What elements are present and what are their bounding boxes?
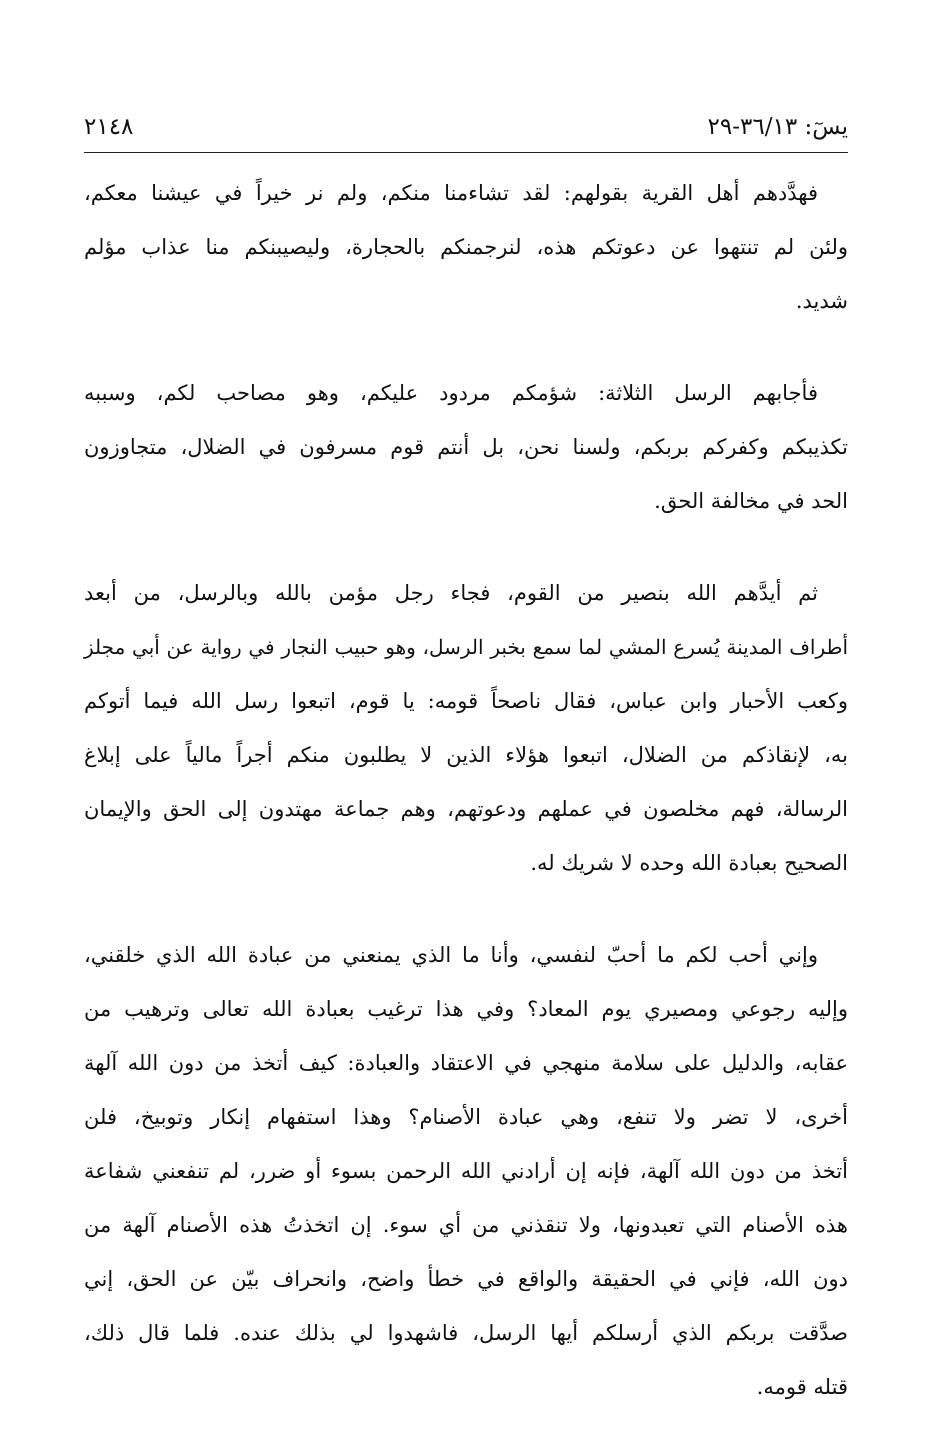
text-line: هذه الأصنام التي تعبدونها، ولا تنقذني من أي سوء. إن اتخذتُ هذه الأصنام آلهة من bbox=[84, 1213, 848, 1237]
paragraph bbox=[84, 166, 848, 328]
text-line: وكعب الأحبار وابن عباس، فقال ناصحاً قومه: يا قوم، اتبعوا رسل الله فيما أتوكم bbox=[84, 689, 848, 713]
text-line: الحد في مخالفة الحق. bbox=[654, 489, 848, 513]
text-line: وإني أحب لكم ما أحبّ لنفسي، وأنا ما الذي يمنعني من عبادة الله الذي خلقني، bbox=[84, 943, 818, 967]
text-line: عقابه، والدليل على سلامة منهجي في الاعتقاد والعبادة: كيف أتخذ من دون الله آلهة bbox=[84, 1051, 848, 1075]
text-line: وإليه رجوعي ومصيري يوم المعاد؟ وفي هذا ترغيب بعبادة الله تعالى وترهيب من bbox=[84, 997, 848, 1021]
text-line: فهدَّدهم أهل القرية بقولهم: لقد تشاءمنا منكم، ولم نر خيراً في عيشنا معكم، bbox=[84, 181, 818, 205]
running-head: يسٓ: ٣٦/١٣-٢٩ bbox=[707, 114, 848, 140]
text-line: أتخذ من دون الله آلهة، فإنه إن أرادني الله الرحمن بسوء أو ضرر، لم تنفعني شفاعة bbox=[84, 1159, 848, 1183]
page-number: ٢١٤٨ bbox=[84, 114, 134, 140]
text-line: أطراف المدينة يُسرع المشي لما سمع بخبر الرسل، وهو حبيب النجار في رواية عن أبي مجلز bbox=[84, 635, 848, 659]
text-line: دون الله، فإني في الحقيقة والواقع في خطأ واضح، وانحراف بيّن عن الحق، إني bbox=[84, 1267, 848, 1291]
paragraph bbox=[84, 566, 848, 890]
text-line: ثم أيدَّهم الله بنصير من القوم، فجاء رجل مؤمن بالله وبالرسل، من أبعد bbox=[84, 581, 818, 605]
page-header bbox=[84, 112, 848, 153]
paragraph bbox=[84, 366, 848, 528]
text-line: صدَّقت بربكم الذي أرسلكم أيها الرسل، فاشهدوا لي بذلك عنده. فلما قال ذلك، bbox=[84, 1321, 848, 1345]
paragraph bbox=[84, 928, 848, 1414]
text-line: الصحيح بعبادة الله وحده لا شريك له. bbox=[530, 851, 848, 875]
text-line: به، لإنقاذكم من الضلال، اتبعوا هؤلاء الذين لا يطلبون منكم أجراً مالياً على إبلاغ bbox=[84, 743, 848, 767]
text-line: الرسالة، فهم مخلصون في عملهم ودعوتهم، وهم جماعة مهتدون إلى الحق والإيمان bbox=[84, 797, 848, 821]
text-line: أخرى، لا تضر ولا تنفع، وهي عبادة الأصنام؟ وهذا استفهام إنكار وتوبيخ، فلن bbox=[84, 1105, 848, 1129]
text-line: تكذيبكم وكفركم بربكم، ولسنا نحن، بل أنتم قوم مسرفون في الضلال، متجاوزون bbox=[84, 435, 848, 459]
text-line: ولئن لم تنتهوا عن دعوتكم هذه، لنرجمنكم بالحجارة، وليصيبنكم منا عذاب مؤلم bbox=[84, 235, 848, 259]
text-line: فأجابهم الرسل الثلاثة: شؤمكم مردود عليكم، وهو مصاحب لكم، وسببه bbox=[84, 381, 818, 405]
text-line: قتله قومه. bbox=[756, 1375, 848, 1399]
text-line: شديد. bbox=[795, 289, 848, 313]
body-text bbox=[84, 166, 848, 1452]
